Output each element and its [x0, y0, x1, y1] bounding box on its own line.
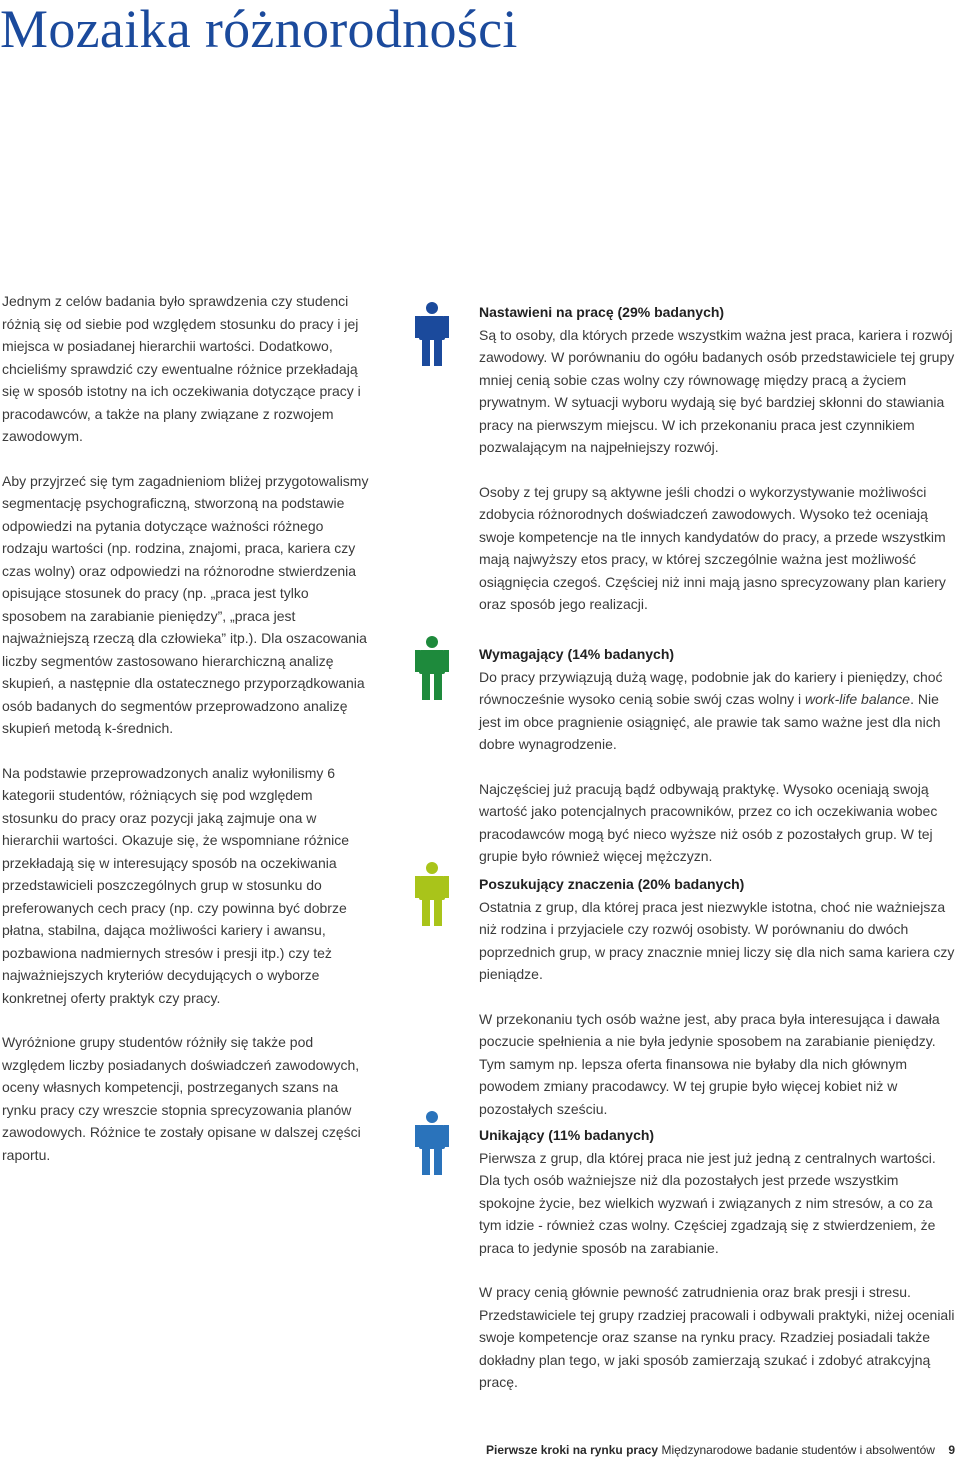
intro-paragraph: Jednym z celów badania było sprawdzenia czy studenci różnią się od siebie pod względem stosunku do pracy i jej miejsca w posiadanej hierarchii wartości. Dodatkowo, chcieliśmy sprawdzić czy ewentualne różnice przekładają się w sposób istotny na ich oczekiwania dotyczące pracy i pracodawców, a także na plany związane z rozwojem zawodowym.	[2, 293, 361, 444]
segment-description: Pierwsza z grup, dla której praca nie jest już jedną z centralnych wartości. Dla tych osób ważniejsze niż dla pozostałych jest przede wszystkim spokojne życie, bez wielkich wyzwań i związanych z nim stresów, a co za tym idzie - również czas wolny. Częściej zgadzają się z stwierdzeniem, że praca to jedynie sposób na zarabianie.	[479, 1149, 936, 1256]
footer-publication-title: Pierwsze kroki na rynku pracy	[486, 1443, 659, 1457]
person-icon-shape	[415, 302, 449, 366]
segment-details: W przekonaniu tych osób ważne jest, aby praca była interesująca i dawała poczucie spełnienia a nie była jedynie sposobem na zarabianie pieniędzy. Tym samym np. lepsza oferta finansowa nie byłaby dla nich głównym powodem zmiany pracodawcy. W tej grupie było więcej kobiet niż w pozostałych sześciu.	[479, 1010, 940, 1117]
segment-meaning-seekers	[479, 873, 957, 1120]
intro-paragraph: Aby przyjrzeć się tym zagadnieniom bliżej przygotowalismy segmentację psychograficzną, stworzoną na podstawie odpowiedzi na pytania dotyczące ważności różnego rodzaju wartości (np. rodzina, znajomi, praca, kariera czy czas wolny) oraz odpowiedzi na różnorodne stwierdzenia opisujące stosunek do pracy (np. „praca jest tylko sposobem na zarabianie pieniędzy”, „praca jest najważniejszą rzeczą dla człowieka” itp.). Dla oszacowania liczby segmentów zastosowano hierarchiczną analizę skupień, a następnie dla ostatecznego przyporządkowania osób badanych do segmentów przeprowadzono analizę skupień metodą k-średnich.	[2, 472, 369, 736]
segment-heading: Wymagający (14% badanych)	[479, 646, 675, 662]
person-icon	[415, 302, 449, 366]
footer-subtitle: Międzynarodowe badanie studentów i absolwentów	[661, 1443, 935, 1457]
segment-heading: Poszukujący znaczenia (20% badanych)	[479, 876, 745, 892]
intro-paragraph: Wyróżnione grupy studentów różniły się także pod względem liczby posiadanych doświadczeń zawodowych, oceny własnych kompetencji, postrzeganych szans na rynku pracy czy wreszcie stopnia sprecyzowania planów zawodowych. Różnice te zostały opisane w dalszej części raportu.	[2, 1034, 361, 1163]
segment-description: Do pracy przywiązują dużą wagę, podobnie jak do kariery i pieniędzy, choć równocześnie wysoko cenią sobie swój czas wolny i work-life balance. Nie jest im obce pragnienie osiągnięć, ale prawie tak samo ważne jest dla nich dobre wynagrodzenie.	[479, 668, 943, 752]
segment-work-oriented	[479, 301, 957, 616]
segment-details: Najczęściej już pracują bądź odbywają praktykę. Wysoko oceniają swoją wartość jako potencjalnych pracowników, przez co ich oczekiwania wobec pracodawców mogą być nieco wyższe niż osób z pozostałych grup. W tej grupie było również więcej mężczyzn.	[479, 780, 938, 864]
person-icon-shape	[415, 636, 449, 700]
segment-avoiders	[479, 1124, 957, 1394]
segment-heading: Nastawieni na pracę (29% badanych)	[479, 304, 725, 320]
person-icon	[415, 862, 449, 926]
page-footer	[455, 1442, 955, 1458]
person-icon	[415, 636, 449, 700]
segment-details: W pracy cenią głównie pewność zatrudnienia oraz brak presji i stresu. Przedstawiciele tej grupy rzadziej pracowali i odbywali praktyki, niżej oceniali swoje kompetencje oraz szanse na rynku pracy. Rzadziej posiadali także dokładny plan tego, w jaki sposób zamierzają szukać i zdobyć atrakcyjną pracę.	[479, 1284, 955, 1390]
segment-description: Ostatnia z grup, dla której praca jest niezwykle istotna, choć nie ważniejsza niż rodzina i przyjaciele czy rozwój osobisty. W porównaniu do dwóch poprzednich grup, w pracy znacznie mniej liczy się dla nich sama kariera czy pieniądze.	[479, 898, 955, 982]
page-number: 9	[948, 1443, 955, 1457]
page-title: Mozaika różnorodności	[0, 0, 518, 59]
person-icon-shape	[415, 1111, 449, 1175]
segment-heading: Unikający (11% badanych)	[479, 1127, 655, 1143]
person-icon-shape	[415, 862, 449, 926]
segment-description: Są to osoby, dla których przede wszystkim ważna jest praca, kariera i rozwój zawodowy. W porównaniu do ogółu badanych osób przedstawiciele tej grupy mniej cenią sobie czas wolny czy równowagę między pracą a życiem prywatnym. W sytuacji wyboru wydają się być bardziej skłonni do stawiania pracy na pierwszym miejscu. W ich przekonaniu praca jest czynnikiem pozwalającym na najpełniejszy rozwój.	[479, 326, 955, 455]
intro-column	[2, 290, 370, 1188]
segment-demanding	[479, 643, 957, 868]
person-icon	[415, 1111, 449, 1175]
segment-details: Osoby z tej grupy są aktywne jeśli chodzi o wykorzystywanie możliwości zdobycia różnorodnych doświadczeń zawodowych. Wysoko też oceniają swoje kompetencje na tle innych kandydatów do pracy, a przede wszystkim mają najwyższy etos pracy, w której szczególnie ważna jest możliwość osiągnięcia czegoś. Częściej niż inni mają jasno sprecyzowany plan kariery oraz sposób jego realizacji.	[479, 483, 946, 612]
intro-paragraph: Na podstawie przeprowadzonych analiz wyłonilismy 6 kategorii studentów, różniących się pod względem stosunku do pracy oraz pozycji jaką zajmuje ona w hierarchii wartości. Okazuje się, że wspomniane różnice przekładają się w interesujący sposób na oczekiwania przedstawicieli poszczególnych grup w stosunku do preferowanych cech pracy (np. czy powinna być dobrze płatna, stabilna, dająca możliwości kariery i awansu, pozbawiona nadmiernych stresów i presji itp.) czy też najważniejszych kryteriów decydujących o wyborze konkretnej oferty praktyk czy pracy.	[2, 764, 350, 1006]
